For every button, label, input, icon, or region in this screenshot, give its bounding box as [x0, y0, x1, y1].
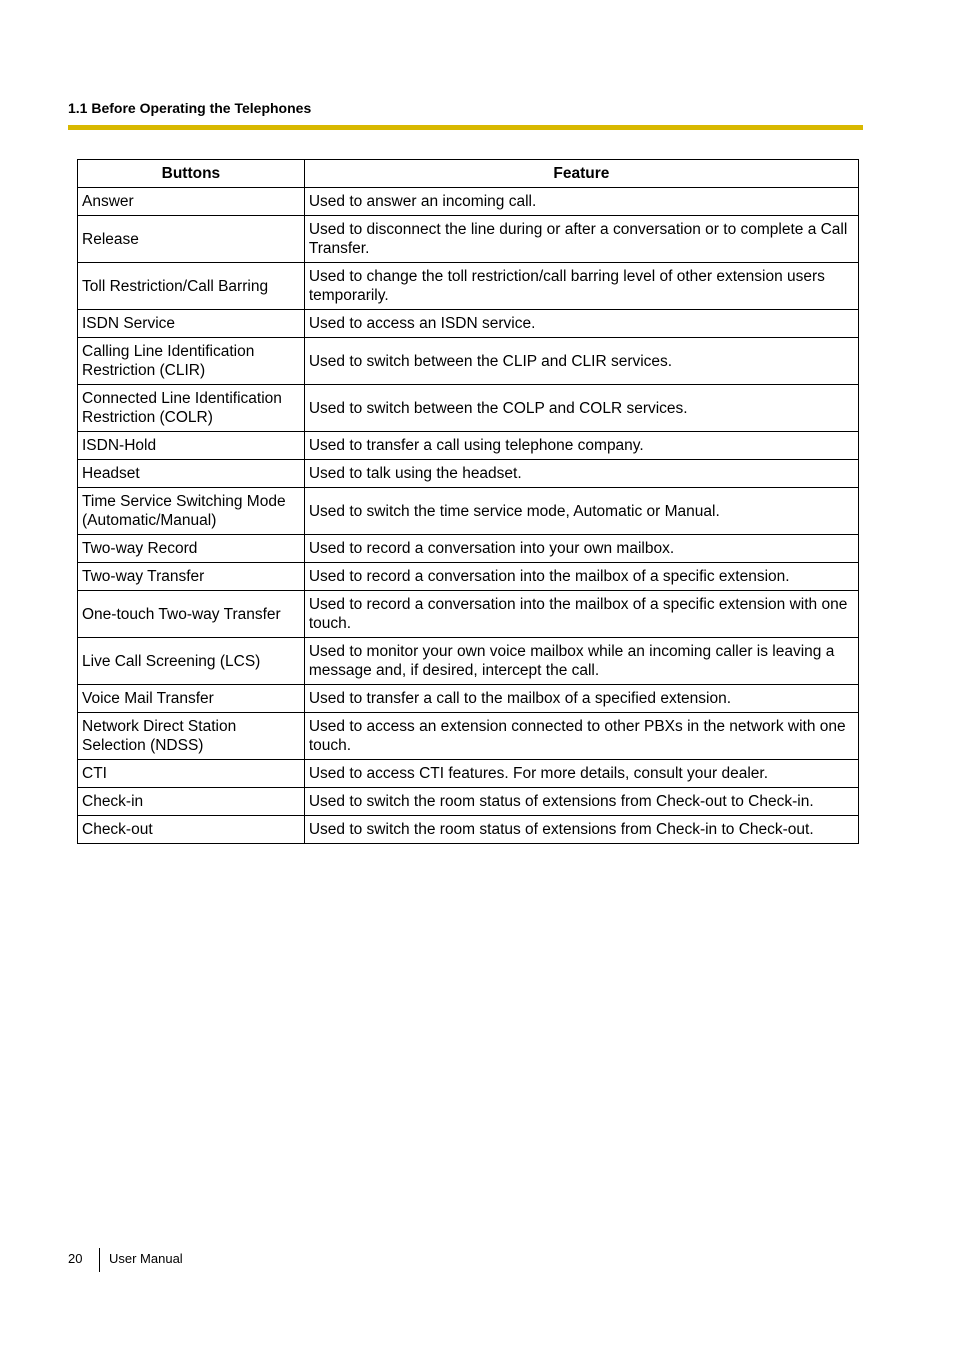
button-cell: Toll Restriction/Call Barring [78, 263, 305, 310]
button-cell: CTI [78, 760, 305, 788]
button-cell: Check-in [78, 788, 305, 816]
document-name: User Manual [109, 1251, 183, 1266]
feature-cell: Used to switch the room status of extensions from Check-in to Check-out. [304, 816, 858, 844]
button-cell: ISDN Service [78, 310, 305, 338]
buttons-feature-table [77, 159, 859, 844]
feature-cell: Used to disconnect the line during or after a conversation or to complete a Call Transfer. [304, 216, 858, 263]
button-cell: Live Call Screening (LCS) [78, 638, 305, 685]
button-cell: Voice Mail Transfer [78, 685, 305, 713]
table-row [78, 760, 859, 788]
page-number: 20 [68, 1251, 83, 1266]
button-cell: Answer [78, 188, 305, 216]
button-cell: Network Direct Station Selection (NDSS) [78, 713, 305, 760]
feature-cell: Used to record a conversation into your own mailbox. [304, 535, 858, 563]
table-row [78, 713, 859, 760]
button-cell: Two-way Record [78, 535, 305, 563]
button-cell: Calling Line Identification Restriction (CLIR) [78, 338, 305, 385]
table-row [78, 338, 859, 385]
button-cell: Two-way Transfer [78, 563, 305, 591]
table-row [78, 310, 859, 338]
table-row [78, 188, 859, 216]
feature-cell: Used to record a conversation into the mailbox of a specific extension with one touch. [304, 591, 858, 638]
button-cell: Release [78, 216, 305, 263]
feature-cell: Used to switch the time service mode, Automatic or Manual. [304, 488, 858, 535]
feature-cell: Used to record a conversation into the mailbox of a specific extension. [304, 563, 858, 591]
feature-cell: Used to switch the room status of extensions from Check-out to Check-in. [304, 788, 858, 816]
table-row [78, 638, 859, 685]
table-row [78, 385, 859, 432]
header-rule [68, 125, 863, 130]
button-cell: Time Service Switching Mode (Automatic/Manual) [78, 488, 305, 535]
button-cell: Connected Line Identification Restriction (COLR) [78, 385, 305, 432]
button-cell: One-touch Two-way Transfer [78, 591, 305, 638]
feature-cell: Used to monitor your own voice mailbox while an incoming caller is leaving a message and, if desired, intercept the call. [304, 638, 858, 685]
feature-cell: Used to transfer a call using telephone company. [304, 432, 858, 460]
footer-divider [99, 1248, 100, 1272]
button-cell: ISDN-Hold [78, 432, 305, 460]
table-row [78, 488, 859, 535]
table-row [78, 263, 859, 310]
table-row [78, 460, 859, 488]
table-row [78, 685, 859, 713]
button-cell: Headset [78, 460, 305, 488]
button-cell: Check-out [78, 816, 305, 844]
column-header-buttons: Buttons [78, 160, 305, 188]
feature-cell: Used to access an ISDN service. [304, 310, 858, 338]
table-row [78, 563, 859, 591]
column-header-feature: Feature [304, 160, 858, 188]
feature-cell: Used to transfer a call to the mailbox of a specified extension. [304, 685, 858, 713]
table-body [78, 188, 859, 844]
table-row [78, 216, 859, 263]
feature-cell: Used to talk using the headset. [304, 460, 858, 488]
section-heading: 1.1 Before Operating the Telephones [68, 100, 312, 116]
table-header-row [78, 160, 859, 188]
feature-cell: Used to answer an incoming call. [304, 188, 858, 216]
table-row [78, 788, 859, 816]
feature-cell: Used to access CTI features. For more details, consult your dealer. [304, 760, 858, 788]
table-row [78, 535, 859, 563]
feature-cell: Used to switch between the COLP and COLR services. [304, 385, 858, 432]
table-row [78, 591, 859, 638]
table-row [78, 432, 859, 460]
feature-cell: Used to switch between the CLIP and CLIR services. [304, 338, 858, 385]
feature-cell: Used to access an extension connected to other PBXs in the network with one touch. [304, 713, 858, 760]
feature-cell: Used to change the toll restriction/call barring level of other extension users temporarily. [304, 263, 858, 310]
table-row [78, 816, 859, 844]
